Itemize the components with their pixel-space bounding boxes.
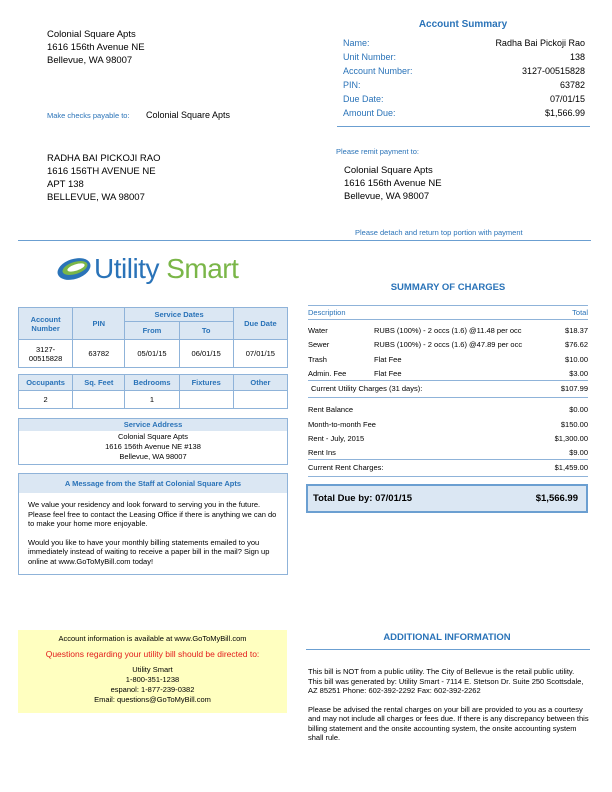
total-due-label: Total Due by: 07/01/15 xyxy=(313,493,413,504)
additional-info-paragraph: This bill is NOT from a public utility. The City of Bellevue is the retail public utility. This bill was generated by: Utility Smart - 7114 E. Stetson Dr. Suite 250 Scottsdale, AZ 85251 Phone: 602-392-2292 Fax: 602-392-2262 xyxy=(308,667,584,695)
pin-header: PIN xyxy=(73,308,125,340)
summary-value: 138 xyxy=(569,52,585,62)
charge-row-trash xyxy=(308,353,588,366)
property-address xyxy=(47,28,145,67)
account-info-line: Account information is available at www.GoToMyBill.com xyxy=(58,634,247,643)
staff-message-paragraph: We value your residency and look forward to serving you in the future. Please feel free to contact the Leasing Office if there is anything we can do to make your home more enjoyable. xyxy=(28,500,277,528)
pin-cell: 63782 xyxy=(73,340,125,368)
utility-subtotal-value: $107.99 xyxy=(560,384,588,393)
to-cell: 06/01/15 xyxy=(179,340,233,368)
charge-name: Sewer xyxy=(308,340,330,349)
summary-value: 63782 xyxy=(559,80,585,90)
bedrooms-header: Bedrooms xyxy=(125,375,179,391)
staff-message-body xyxy=(19,493,287,566)
detach-note: Please detach and return top portion with payment xyxy=(355,228,523,237)
contact-info-box xyxy=(18,630,287,713)
resident-line: BELLEVUE, WA 98007 xyxy=(47,192,145,203)
contact-email: Email: questions@GoToMyBill.com xyxy=(94,695,211,704)
remit-line: 1616 156th Avenue NE xyxy=(344,178,442,189)
resident-line: 1616 156TH AVENUE NE xyxy=(47,166,156,177)
summary-unit-row xyxy=(343,52,585,66)
summary-label: Name: xyxy=(343,38,370,48)
summary-value: 3127-00515828 xyxy=(521,66,585,76)
sq-feet-header: Sq. Feet xyxy=(73,375,125,391)
summary-amount-row xyxy=(343,108,585,122)
fixtures-header: Fixtures xyxy=(179,375,233,391)
occupants-cell: 2 xyxy=(19,391,73,409)
charge-row-sewer xyxy=(308,338,588,351)
logo-word-smart: Smart xyxy=(158,253,239,284)
rent-total: $1,300.00 xyxy=(554,434,588,443)
service-address-line: Bellevue, WA 98007 xyxy=(119,452,187,461)
contact-details xyxy=(18,665,287,705)
additional-info-title: ADDITIONAL INFORMATION xyxy=(383,632,511,643)
total-due-value: $1,566.99 xyxy=(535,493,578,504)
checks-payable-label: Make checks payable to: xyxy=(47,111,130,120)
staff-message-paragraph: Would you like to have your monthly billing statements emailed to you immediately instead of waiting to receive a paper bill in the mail? Sign up online at www.GoToMyBill.com today! xyxy=(28,537,270,566)
rent-name: Month-to-month Fee xyxy=(308,420,376,429)
rent-subtotal-row xyxy=(308,461,588,474)
charge-detail: Flat Fee xyxy=(374,369,402,378)
account-table xyxy=(18,307,288,368)
charge-name: Admin. Fee xyxy=(308,369,347,378)
from-header: From xyxy=(125,322,179,340)
summary-value: 07/01/15 xyxy=(549,94,585,104)
property-line: 1616 156th Avenue NE xyxy=(47,42,145,53)
other-cell xyxy=(233,391,287,409)
account-number-cell: 3127-00515828 xyxy=(19,340,73,368)
summary-account-row xyxy=(343,66,585,80)
from-cell: 05/01/15 xyxy=(125,340,179,368)
remit-address xyxy=(344,164,442,203)
property-line: Bellevue, WA 98007 xyxy=(47,55,133,66)
rent-name: Rent Ins xyxy=(308,448,336,457)
questions-line: Questions regarding your utility bill should be directed to: xyxy=(45,649,260,659)
service-dates-header: Service Dates xyxy=(125,308,233,322)
description-header: Description xyxy=(308,308,346,317)
to-header: To xyxy=(179,322,233,340)
due-date-header: Due Date xyxy=(233,308,287,340)
charge-row-admin-fee xyxy=(308,367,588,380)
account-number-header: Account Number xyxy=(19,308,73,340)
logo-swoosh-icon xyxy=(56,255,92,283)
rent-subtotal-label: Current Rent Charges: xyxy=(308,463,384,472)
charges-title: SUMMARY OF CHARGES xyxy=(390,282,506,293)
utility-subtotal-rule xyxy=(308,380,588,381)
charge-detail: Flat Fee xyxy=(374,355,402,364)
rent-name: Rent Balance xyxy=(308,405,354,414)
total-due-box xyxy=(306,484,588,513)
service-address-box xyxy=(18,418,288,465)
service-address-line: 1616 156th Avenue NE #138 xyxy=(105,442,201,451)
service-address-body xyxy=(19,431,287,462)
charge-name: Trash xyxy=(308,355,327,364)
summary-label: PIN: xyxy=(343,80,361,90)
staff-message-box xyxy=(18,473,288,575)
charge-total: $3.00 xyxy=(569,369,588,378)
summary-label: Due Date: xyxy=(343,94,384,104)
rent-total: $9.00 xyxy=(569,448,588,457)
charge-total: $10.00 xyxy=(565,355,588,364)
occupancy-table xyxy=(18,374,288,409)
remit-line: Bellevue, WA 98007 xyxy=(344,191,430,202)
service-address-title: Service Address xyxy=(19,419,287,431)
other-header: Other xyxy=(233,375,287,391)
summary-due-row xyxy=(343,94,585,108)
rent-row-july xyxy=(308,432,588,445)
additional-info-paragraph: Please be advised the rental charges on your bill are provided to you as a courtesy and may not include all charges or fees due. If there is any discrepancy between this billing statement and the onsite accounting system, the onsite accounting system shall rule. xyxy=(308,704,589,742)
contact-spanish-phone: espanol: 1-877-239-0382 xyxy=(110,685,195,694)
charge-total: $18.37 xyxy=(565,326,588,335)
rent-total: $150.00 xyxy=(560,420,588,429)
bedrooms-cell: 1 xyxy=(125,391,179,409)
summary-label: Unit Number: xyxy=(343,52,397,62)
charge-total: $76.62 xyxy=(565,340,588,349)
resident-line: RADHA BAI PICKOJI RAO xyxy=(47,153,161,164)
utility-subtotal-bottom-rule xyxy=(308,397,588,398)
rent-subtotal-rule xyxy=(308,459,588,460)
logo-word-utility: Utility xyxy=(94,253,159,284)
remit-label: Please remit payment to: xyxy=(336,147,419,156)
rent-name: Rent - July, 2015 xyxy=(308,434,365,443)
contact-phone: 1-800-351-1238 xyxy=(125,675,180,684)
utility-subtotal-row xyxy=(308,382,588,395)
rent-row-month-to-month xyxy=(308,418,588,431)
staff-message-title: A Message from the Staff at Colonial Square Apts xyxy=(19,474,287,493)
charges-header-row xyxy=(308,306,588,319)
rent-subtotal-value: $1,459.00 xyxy=(554,463,588,472)
property-line: Colonial Square Apts xyxy=(47,29,136,40)
summary-value: $1,566.99 xyxy=(544,108,585,118)
rent-subtotal-bottom-rule xyxy=(308,476,588,477)
service-address-line: Colonial Square Apts xyxy=(117,432,189,441)
remit-line: Colonial Square Apts xyxy=(344,165,433,176)
utility-subtotal-label: Current Utility Charges (31 days): xyxy=(311,384,423,393)
summary-divider xyxy=(337,126,590,127)
contact-company: Utility Smart xyxy=(132,665,173,674)
checks-payee: Colonial Square Apts xyxy=(146,110,231,120)
charge-name: Water xyxy=(308,326,328,335)
summary-label: Account Number: xyxy=(343,66,413,76)
summary-value: Radha Bai Pickoji Rao xyxy=(495,38,585,48)
resident-address xyxy=(47,152,161,204)
sq-feet-cell xyxy=(73,391,125,409)
summary-pin-row xyxy=(343,80,585,94)
total-header: Total xyxy=(572,308,588,317)
charge-row-water xyxy=(308,324,588,337)
rent-row-balance xyxy=(308,403,588,416)
due-date-cell: 07/01/15 xyxy=(233,340,287,368)
rent-total: $0.00 xyxy=(569,405,588,414)
occupants-header: Occupants xyxy=(19,375,73,391)
additional-info-body xyxy=(308,667,590,743)
charges-header-rule xyxy=(308,319,588,320)
summary-name-row xyxy=(343,38,585,52)
account-summary-title: Account Summary xyxy=(418,19,508,30)
additional-info-rule xyxy=(306,649,590,650)
summary-label: Amount Due: xyxy=(343,108,396,118)
fixtures-cell xyxy=(179,391,233,409)
detach-line xyxy=(18,240,591,241)
resident-line: APT 138 xyxy=(47,179,84,190)
utility-smart-logo xyxy=(56,252,246,286)
charge-detail: RUBS (100%) - 2 occs (1.6) @11.48 per occ xyxy=(374,326,522,335)
charge-detail: RUBS (100%) - 2 occs (1.6) @47.89 per occ xyxy=(374,340,523,349)
rent-row-insurance xyxy=(308,446,588,459)
